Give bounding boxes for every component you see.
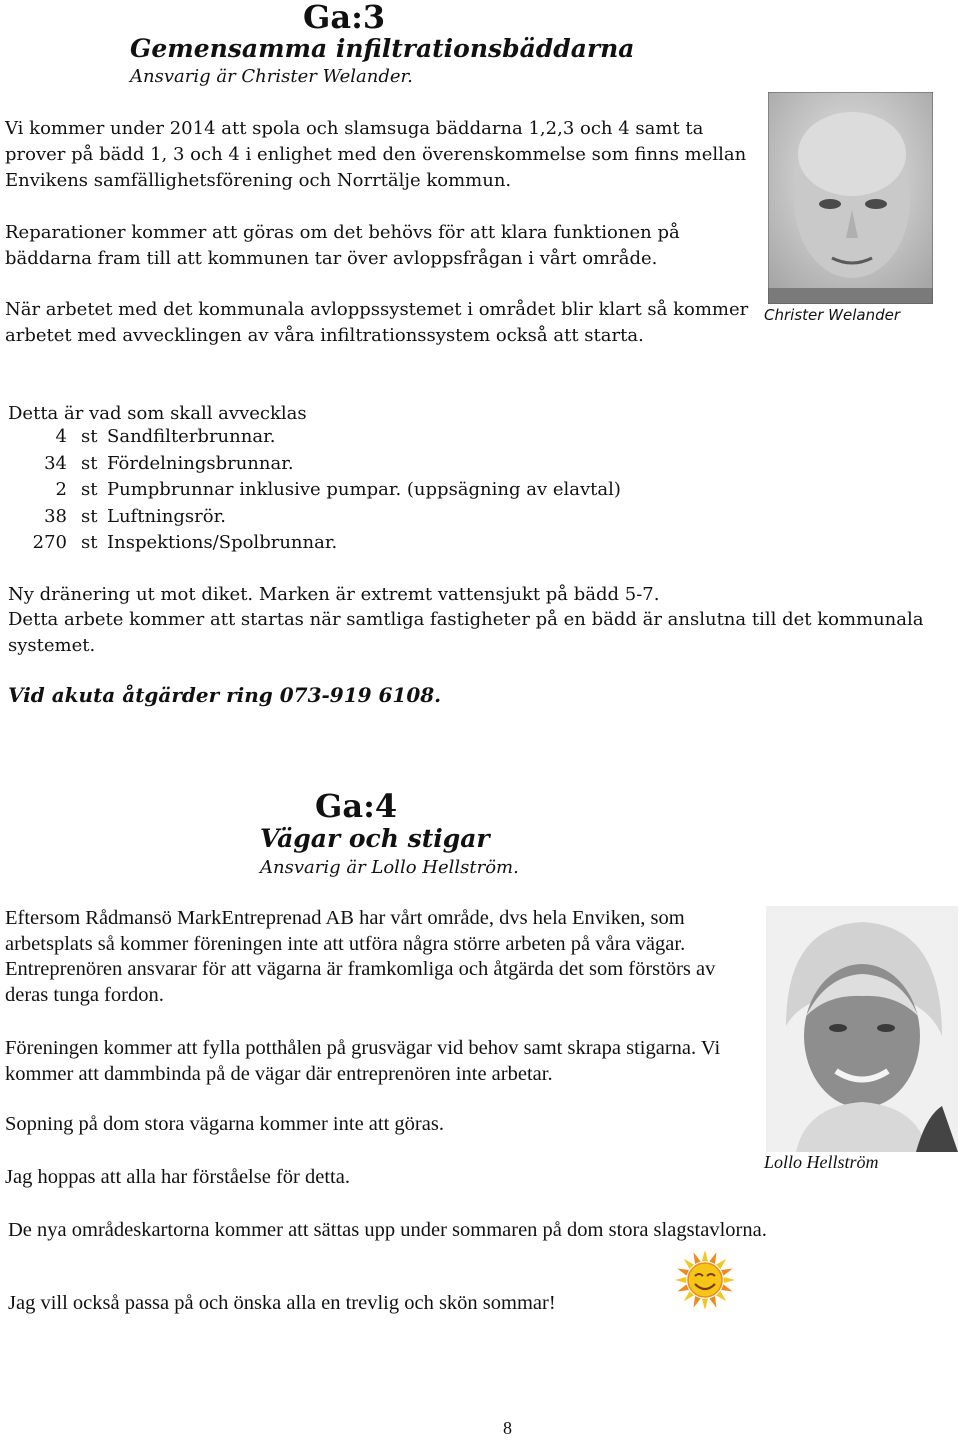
ga4-responsible: Ansvarig är Lollo Hellström. (260, 857, 519, 878)
ga3-paragraph-3: När arbetet med det kommunala avloppssystemet i området blir klart så kommer arbetet med avvecklingen av våra infiltrationssystem också att starta. (5, 299, 749, 346)
ga4-paragraph-1: Eftersom Rådmansö MarkEntreprenad AB har vårt område, dvs hela Enviken, som arbetsplats så kommer föreningen inte att utföra några större arbeten på våra vägar. Entreprenören ansvarar för att vägarna är framkomliga och åtgärda det som förstörs av deras tunga fordon. (5, 907, 716, 1006)
removal-list-intro: Detta är vad som skall avvecklas (8, 403, 307, 424)
list-item (5, 479, 765, 505)
ga3-code: Ga:3 (303, 0, 386, 36)
sun-ray (716, 1259, 726, 1269)
list-item-quantity: 4 (55, 426, 67, 447)
sun-ray (694, 1252, 701, 1264)
ga3-paragraph-4: Detta arbete kommer att startas när samtliga fastigheter på en bädd är anslutna till det kommunala systemet. (8, 609, 924, 656)
portrait-man-image (768, 92, 933, 304)
ga3-paragraph-4-line-1: Ny dränering ut mot diket. Marken är extremt vattensjukt på bädd 5-7. (8, 584, 660, 605)
ga3-title: Gemensamma infiltrationsbäddarna (130, 34, 635, 63)
sun-ray (702, 1250, 708, 1261)
list-item-quantity: 38 (44, 505, 67, 527)
christer-welander-photo (768, 92, 933, 304)
ga4-paragraph-3: Jag hoppas att alla har förståelse för detta. (5, 1166, 350, 1188)
sun-ray (684, 1259, 694, 1269)
christer-photo-caption: Christer Welander (764, 306, 901, 324)
sun-ray (675, 1277, 686, 1283)
page-number: 8 (503, 1418, 512, 1438)
sun-ray (709, 1252, 716, 1264)
list-item-quantity: 34 (44, 452, 67, 474)
sun-ray (721, 1269, 733, 1276)
list-item-quantity: 2 (55, 479, 67, 500)
list-item-name: Luftningsrör. (107, 505, 226, 527)
lollo-hellstrom-photo (766, 906, 958, 1152)
sun-ray (709, 1296, 716, 1308)
list-item (5, 532, 765, 558)
area-maps-notice: De nya områdeskartorna kommer att sättas upp under sommaren på dom stora slagstavlorna. (8, 1219, 767, 1241)
list-item-unit: st (81, 532, 98, 553)
sun-ray (724, 1277, 735, 1283)
list-item-name: Inspektions/Spolbrunnar. (107, 532, 338, 553)
portrait-woman-image (766, 906, 958, 1152)
ga4-paragraph-2b: Sopning på dom stora vägarna kommer inte att göras. (5, 1113, 444, 1135)
ga4-title: Vägar och stigar (260, 824, 490, 853)
list-item-name: Fördelningsbrunnar. (107, 452, 294, 474)
sun-ray (721, 1284, 733, 1291)
list-item (5, 426, 765, 452)
ga4-code: Ga:4 (315, 787, 398, 825)
list-item-name: Pumpbrunnar inklusive pumpar. (uppsägning av elavtal) (107, 479, 621, 500)
ga3-paragraph-2: Reparationer kommer att göras om det behövs för att klara funktionen på bäddarna fram till att kommunen tar över avloppsfrågan i vårt område. (5, 222, 680, 269)
ga3-paragraph-1: Vi kommer under 2014 att spola och slamsuga bäddarna 1,2,3 och 4 samt ta prover på bädd 1, 3 och 4 i enlighet med den överenskommelse som finns mellan Envikens samfällighetsförening och Norrtälje kommun. (5, 118, 747, 191)
list-item-unit: st (81, 426, 98, 447)
list-item-unit: st (81, 479, 98, 500)
emergency-phone-notice: Vid akuta åtgärder ring 073-919 6108. (8, 683, 442, 707)
summer-greeting: Jag vill också passa på och önska alla en trevlig och skön sommar! (8, 1292, 556, 1314)
list-item-unit: st (81, 505, 98, 527)
list-item (5, 506, 765, 532)
lollo-photo-caption: Lollo Hellström (764, 1152, 879, 1172)
sun-ray (716, 1291, 726, 1301)
list-item-quantity: 270 (32, 532, 67, 553)
list-item (5, 453, 765, 479)
list-item-unit: st (81, 452, 98, 474)
sun-ray (677, 1269, 689, 1276)
ga3-responsible: Ansvarig är Christer Welander. (130, 66, 413, 87)
list-item-name: Sandfilterbrunnar. (107, 426, 276, 447)
ga4-paragraph-2: Föreningen kommer att fylla potthålen på grusvägar vid behov samt skrapa stigarna. Vi kommer att dammbinda på de vägar där entreprenören inte arbetar. (5, 1037, 721, 1085)
